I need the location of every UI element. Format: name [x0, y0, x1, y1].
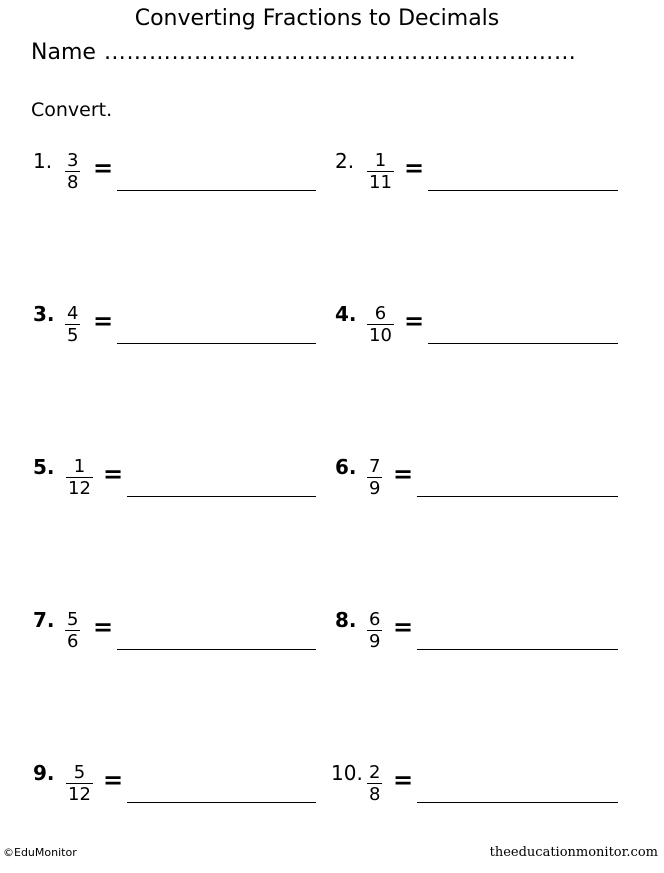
fraction [367, 151, 394, 193]
equals-sign: = [404, 307, 425, 335]
problem-2 [335, 148, 620, 208]
problem-7 [33, 607, 318, 667]
problem-number: 7. [33, 608, 55, 632]
fraction [66, 763, 93, 805]
fraction [65, 151, 80, 193]
fraction-numerator: 1 [374, 150, 387, 171]
answer-line[interactable] [428, 343, 618, 344]
instruction-text: Convert. [31, 99, 113, 121]
equals-sign: = [93, 307, 114, 335]
fraction [367, 457, 382, 499]
problem-number: 4. [335, 302, 357, 326]
fraction [66, 457, 93, 499]
equals-sign: = [93, 613, 114, 641]
answer-line[interactable] [417, 802, 618, 803]
answer-line[interactable] [117, 190, 316, 191]
problem-number: 10. [331, 761, 363, 785]
equals-sign: = [393, 766, 414, 794]
fraction [367, 763, 382, 805]
fraction-denominator: 12 [68, 784, 91, 805]
answer-line[interactable] [428, 190, 618, 191]
equals-sign: = [103, 766, 124, 794]
fraction-denominator: 6 [67, 631, 79, 652]
fraction-denominator: 8 [369, 784, 381, 805]
problem-number: 1. [33, 149, 53, 173]
problem-10 [331, 760, 620, 820]
fraction [367, 304, 394, 346]
fraction-denominator: 10 [369, 325, 392, 346]
equals-sign: = [393, 460, 414, 488]
answer-line[interactable] [417, 496, 618, 497]
problem-number: 5. [33, 455, 55, 479]
fraction-numerator: 4 [67, 303, 79, 324]
fraction [367, 610, 382, 652]
problem-5 [33, 454, 318, 514]
page-title: Converting Fractions to Decimals [134, 6, 500, 31]
answer-line[interactable] [127, 802, 316, 803]
fraction-denominator: 9 [369, 631, 381, 652]
fraction-denominator: 9 [369, 478, 381, 499]
problem-1 [33, 148, 318, 208]
equals-sign: = [404, 154, 425, 182]
fraction-numerator: 6 [374, 303, 387, 324]
answer-line[interactable] [117, 343, 316, 344]
fraction-denominator: 8 [67, 172, 79, 193]
equals-sign: = [393, 613, 414, 641]
fraction-denominator: 12 [68, 478, 91, 499]
problem-number: 6. [335, 455, 357, 479]
fraction-denominator: 11 [369, 172, 392, 193]
problem-4 [335, 301, 620, 361]
problem-6 [335, 454, 620, 514]
fraction-numerator: 5 [73, 762, 86, 783]
name-label: Name [31, 40, 96, 65]
problem-number: 3. [33, 302, 55, 326]
fraction-numerator: 5 [67, 609, 79, 630]
fraction-numerator: 2 [369, 762, 381, 783]
problem-number: 9. [33, 761, 55, 785]
answer-line[interactable] [117, 649, 316, 650]
problem-3 [33, 301, 318, 361]
equals-sign: = [103, 460, 124, 488]
fraction-numerator: 1 [73, 456, 86, 477]
fraction-numerator: 6 [369, 609, 381, 630]
fraction-numerator: 7 [369, 456, 381, 477]
equals-sign: = [93, 154, 114, 182]
fraction [65, 610, 80, 652]
problem-number: 8. [335, 608, 357, 632]
answer-line[interactable] [127, 496, 316, 497]
fraction [65, 304, 80, 346]
website-url: theeducationmonitor.com [489, 845, 658, 860]
answer-line[interactable] [417, 649, 618, 650]
copyright-notice: ©EduMonitor [3, 846, 77, 859]
fraction-denominator: 5 [67, 325, 79, 346]
name-field-row [31, 38, 576, 68]
problem-8 [335, 607, 620, 667]
problem-number: 2. [335, 149, 355, 173]
name-dotted-line[interactable]: ……………………………………………………… [103, 40, 577, 65]
problem-9 [33, 760, 318, 820]
fraction-numerator: 3 [67, 150, 79, 171]
